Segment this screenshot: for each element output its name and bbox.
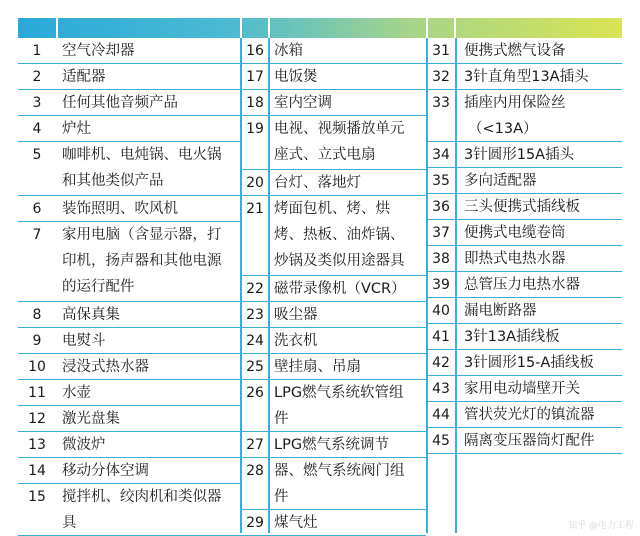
row-text: 移动分体空调 — [62, 463, 149, 479]
row-number: 25 — [246, 359, 264, 375]
table-row — [18, 484, 240, 536]
table-row — [18, 328, 240, 354]
row-text: 3针圆形15-A插线板 — [464, 355, 594, 371]
row-text: 壁挂扇、吊扇 — [274, 359, 361, 375]
row-text: 3针13A插线板 — [464, 329, 560, 345]
row-text: 煤气灶 — [274, 515, 318, 531]
row-number: 31 — [432, 43, 450, 59]
table-row — [18, 90, 240, 116]
table-row — [18, 64, 240, 90]
header-divider — [268, 18, 270, 38]
row-text: 烤、热板、油炸锅、 — [274, 227, 405, 243]
table-row — [18, 222, 240, 302]
column-divider — [268, 38, 270, 533]
row-number: 35 — [432, 173, 450, 189]
table-header-bar — [18, 18, 622, 38]
row-number: 27 — [246, 437, 264, 453]
table-row — [18, 458, 240, 484]
column-divider — [240, 38, 242, 533]
row-text: 件 — [274, 411, 289, 427]
row-text: 空气冷却器 — [62, 43, 135, 59]
table-row — [18, 380, 240, 406]
row-number: 36 — [432, 199, 450, 215]
row-text: 座式、立式电扇 — [274, 147, 376, 163]
row-number: 42 — [432, 355, 450, 371]
row-number: 26 — [246, 385, 264, 401]
row-text: 电饭煲 — [274, 69, 318, 85]
row-number: 13 — [28, 437, 46, 453]
row-number: 45 — [432, 433, 450, 449]
row-text: 吸尘器 — [274, 307, 318, 323]
row-text: 任何其他音频产品 — [62, 95, 178, 111]
row-text: 电熨斗 — [62, 333, 106, 349]
row-text: 的运行配件 — [62, 279, 135, 295]
row-number: 2 — [32, 69, 42, 85]
row-number: 41 — [432, 329, 450, 345]
row-text: 浸没式热水器 — [62, 359, 149, 375]
row-number: 24 — [246, 333, 264, 349]
row-text: 电视、视频播放单元 — [274, 121, 405, 137]
row-text: 家用电脑（含显示器，打 — [62, 227, 222, 243]
table-row — [18, 432, 240, 458]
row-number: 10 — [28, 359, 46, 375]
header-divider — [240, 18, 242, 38]
row-text: 装饰照明、吹风机 — [62, 201, 178, 217]
row-text: 三头便携式插线板 — [464, 199, 580, 215]
row-number: 12 — [28, 411, 46, 427]
row-text: 水壶 — [62, 385, 91, 401]
header-divider — [426, 18, 428, 38]
row-number: 19 — [246, 121, 264, 137]
row-text: 便携式燃气设备 — [464, 43, 566, 59]
row-number: 40 — [432, 303, 450, 319]
column-divider — [426, 38, 428, 533]
table-row — [18, 38, 240, 64]
table-row — [18, 142, 240, 196]
row-number: 22 — [246, 281, 264, 297]
row-text: 具 — [62, 515, 77, 531]
row-number: 14 — [28, 463, 46, 479]
row-text: （<13A） — [468, 121, 538, 137]
table-row — [18, 302, 240, 328]
row-text: 即热式电热水器 — [464, 251, 566, 267]
row-text: 总管压力电热水器 — [464, 277, 580, 293]
row-text: 漏电断路器 — [464, 303, 537, 319]
row-number: 44 — [432, 407, 450, 423]
row-number: 1 — [32, 43, 42, 59]
row-number: 34 — [432, 147, 450, 163]
row-text: 多向适配器 — [464, 173, 537, 189]
row-number: 7 — [32, 227, 42, 243]
row-number: 15 — [28, 489, 46, 505]
row-number: 8 — [32, 307, 42, 323]
row-number: 38 — [432, 251, 450, 267]
row-text: 3针圆形15A插头 — [464, 147, 575, 163]
row-text: 适配器 — [62, 69, 106, 85]
row-number: 23 — [246, 307, 264, 323]
column-divider — [455, 38, 457, 533]
table-row — [18, 406, 240, 432]
row-text: 激光盘集 — [62, 411, 120, 427]
row-text: 室内空调 — [274, 95, 332, 111]
row-number: 18 — [246, 95, 264, 111]
row-text: 件 — [274, 489, 289, 505]
table-row — [18, 196, 240, 222]
row-text: 烤面包机、烤、烘 — [274, 201, 390, 217]
row-number: 6 — [32, 201, 42, 217]
row-text: LPG燃气系统调节 — [274, 437, 390, 453]
row-text: 搅拌机、绞肉机和类似器 — [62, 489, 222, 505]
row-number: 21 — [246, 201, 264, 217]
row-text: 隔离变压器筒灯配件 — [464, 433, 595, 449]
row-text: 3针直角型13A插头 — [464, 69, 589, 85]
row-number: 29 — [246, 515, 264, 531]
row-text: 磁带录像机（VCR） — [274, 281, 406, 297]
watermark: 知乎 @电力工程 — [568, 521, 634, 531]
header-divider — [56, 18, 58, 38]
row-number: 16 — [246, 43, 264, 59]
row-text: 咖啡机、电炖锅、电火锅 — [62, 147, 222, 163]
row-number: 28 — [246, 463, 264, 479]
row-number: 11 — [28, 385, 46, 401]
row-text: 炉灶 — [62, 121, 91, 137]
row-text: 家用电动墙壁开关 — [464, 381, 580, 397]
header-divider — [454, 18, 456, 38]
table-row — [18, 354, 240, 380]
row-text: 高保真集 — [62, 307, 120, 323]
row-text: 台灯、落地灯 — [274, 175, 361, 191]
row-number: 37 — [432, 225, 450, 241]
row-number: 43 — [432, 381, 450, 397]
row-number: 33 — [432, 95, 450, 111]
row-text: 器、燃气系统阀门组 — [274, 463, 405, 479]
row-number: 9 — [32, 333, 42, 349]
row-number: 32 — [432, 69, 450, 85]
row-text: 印机，扬声器和其他电源 — [62, 253, 222, 269]
row-number: 3 — [32, 95, 42, 111]
row-number: 4 — [32, 121, 42, 137]
row-text: 洗衣机 — [274, 333, 318, 349]
row-number: 20 — [246, 175, 264, 191]
row-number: 39 — [432, 277, 450, 293]
row-text: 插座内用保险丝 — [464, 95, 566, 111]
row-text: 便携式电缆卷筒 — [464, 225, 566, 241]
table-row — [18, 116, 240, 142]
row-text: 冰箱 — [274, 43, 303, 59]
row-number: 5 — [32, 147, 42, 163]
row-text: 微波炉 — [62, 437, 106, 453]
row-number: 17 — [246, 69, 264, 85]
row-text: 管状荧光灯的镇流器 — [464, 407, 595, 423]
row-text: LPG燃气系统软管组 — [274, 385, 404, 401]
row-text: 和其他类似产品 — [62, 173, 164, 189]
row-text: 炒锅及类似用途器具 — [274, 253, 405, 269]
